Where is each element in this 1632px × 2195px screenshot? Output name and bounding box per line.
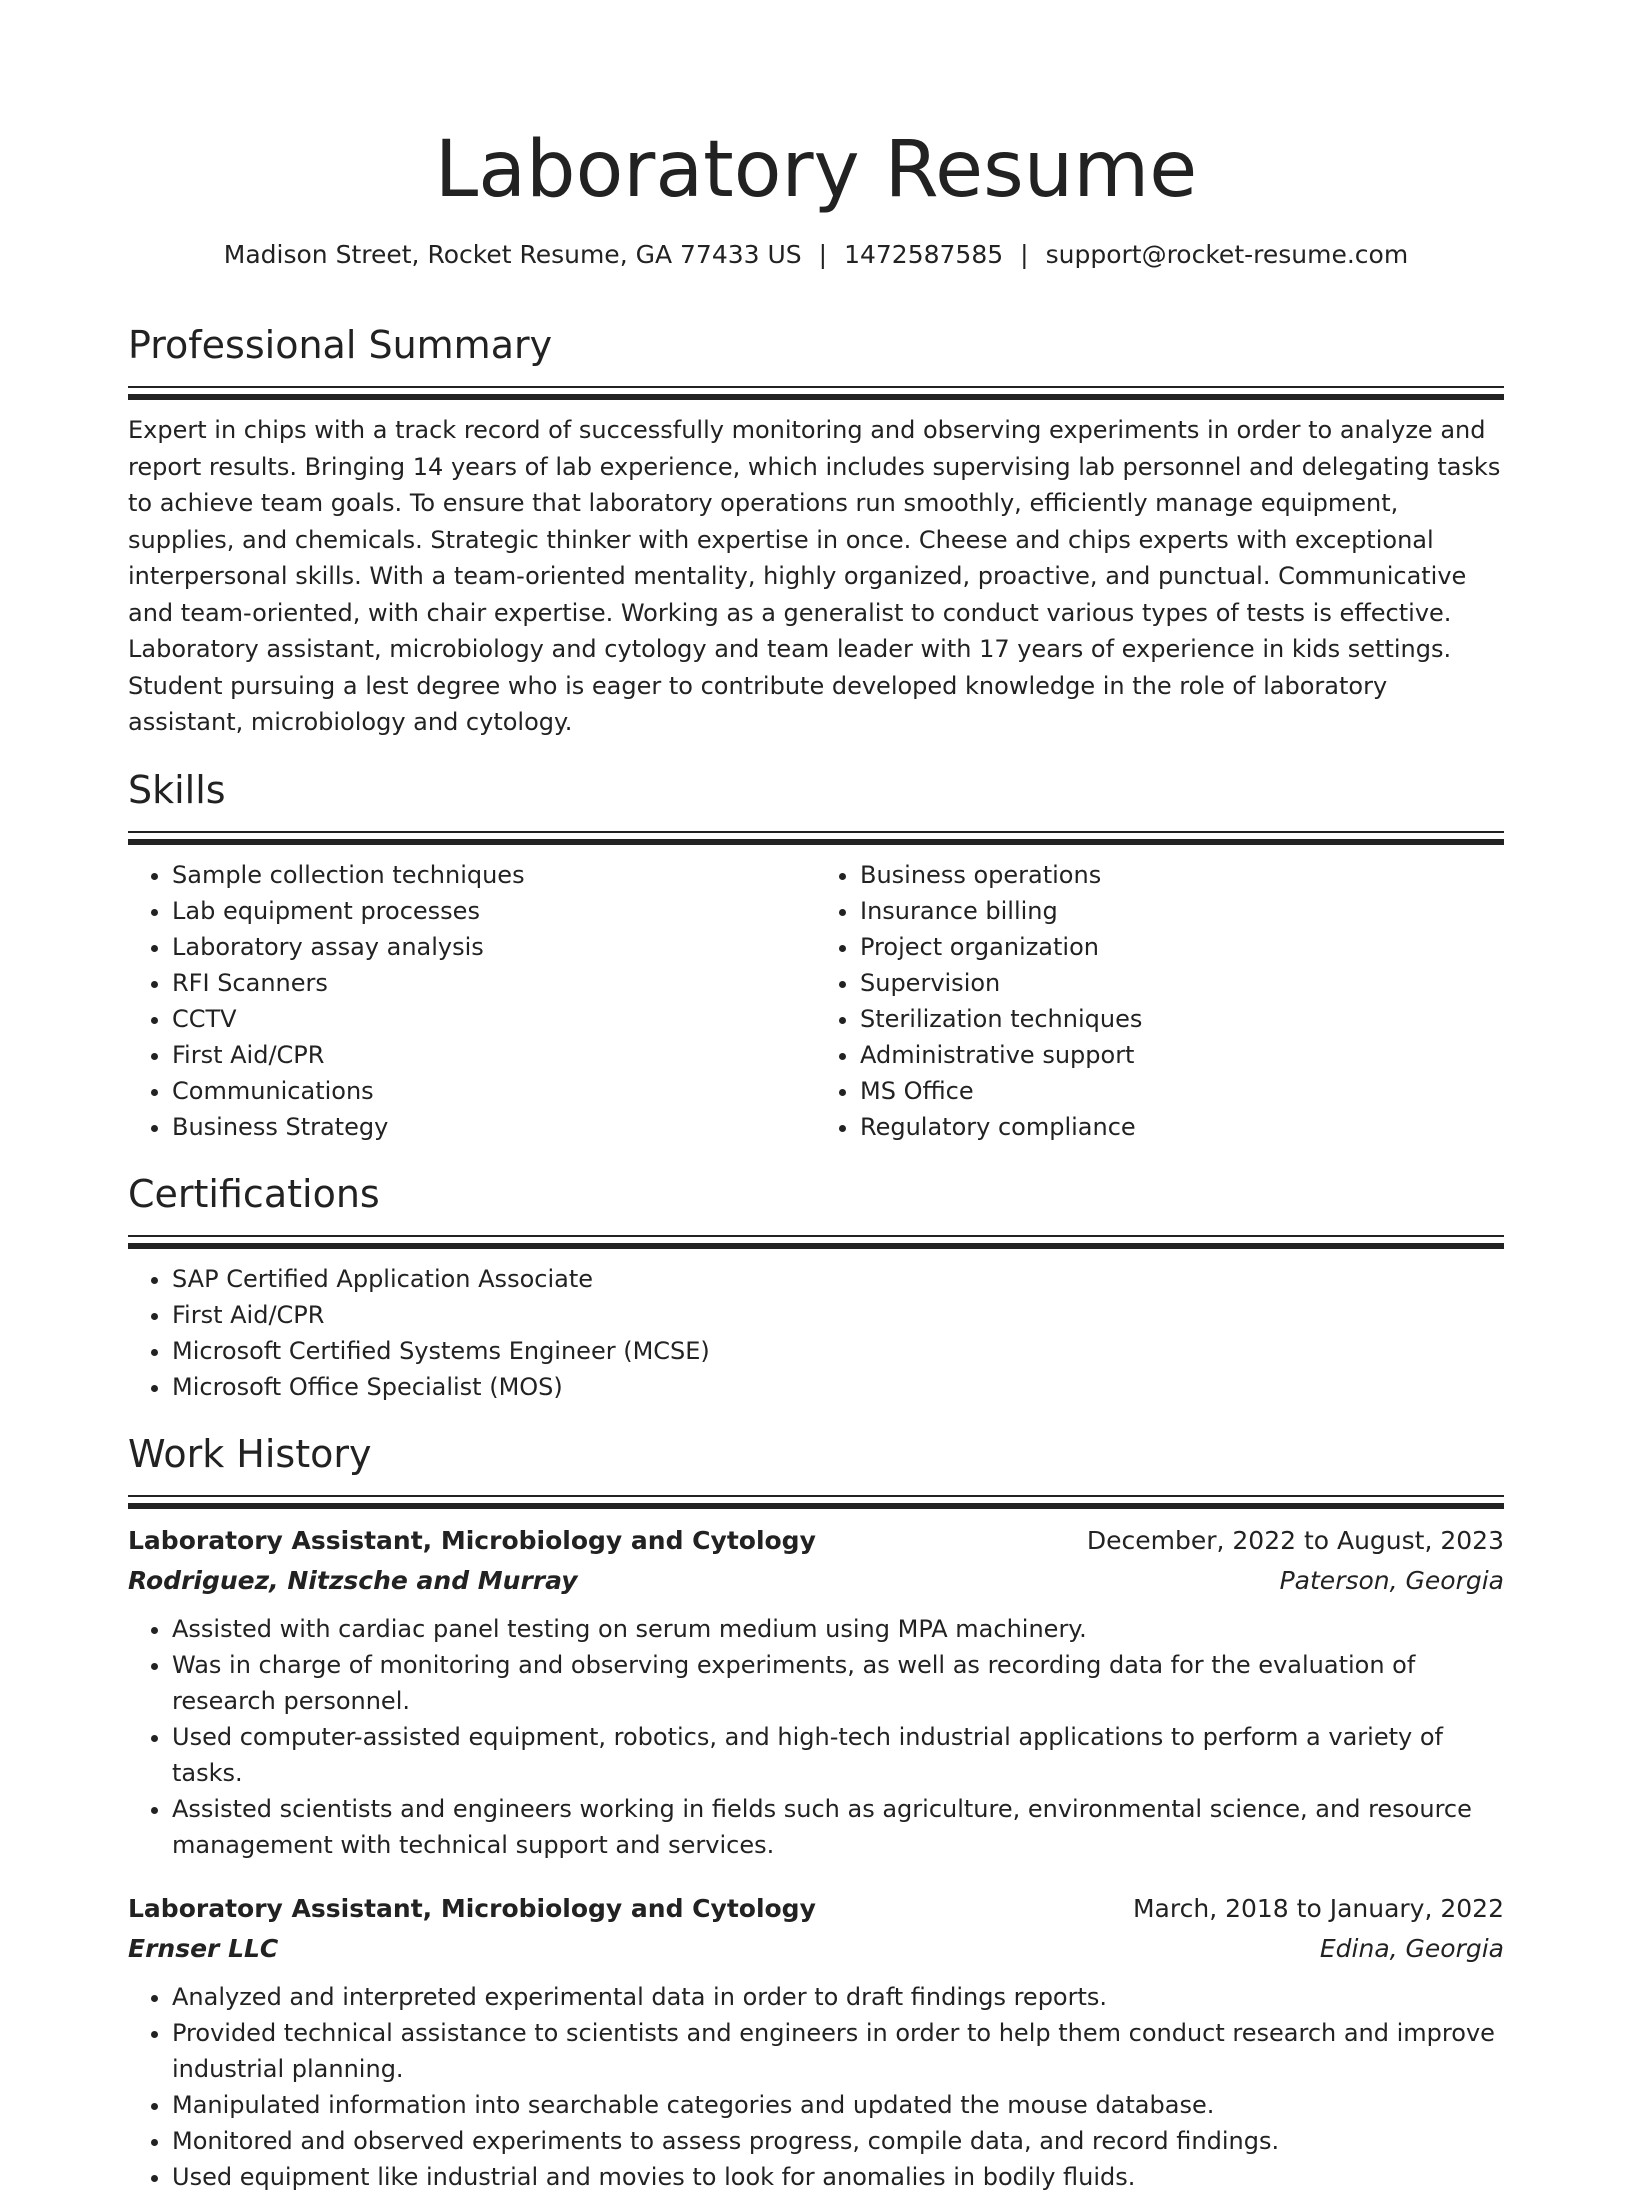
skill-item: • Administrative support	[860, 1037, 1504, 1073]
section-divider	[128, 1235, 1504, 1249]
job-company-row	[128, 1929, 1504, 1969]
job-company: Rodriguez, Nitzsche and Murray	[128, 1565, 578, 1595]
section-divider	[128, 1495, 1504, 1509]
job-company: Ernser LLC	[128, 1933, 279, 1963]
contact-line	[128, 238, 1504, 272]
summary-heading: Professional Summary	[128, 323, 553, 367]
skills-list-left	[128, 857, 816, 1145]
job-bullets	[128, 1979, 1504, 2195]
section-divider	[128, 831, 1504, 845]
work-history-section	[128, 1431, 1504, 2195]
skill-item: • Regulatory compliance	[860, 1109, 1504, 1145]
contact-separator: |	[818, 240, 828, 269]
summary-text: Expert in chips with a track record of successfully monitoring and observing experiments in order to analyze and report results. Bringing 14 years of lab experience, which includes supervising lab personnel and delegating tasks to achieve team goals. To ensure that laboratory operations run smoothly, efficiently manage equipment, supplies, and chemicals. Strategic thinker with expertise in once. Cheese and chips experts with exceptional interpersonal skills. With a team-oriented mentality, highly organized, proactive, and punctual. Communicative and team-oriented, with chair expertise. Working as a generalist to conduct various types of tests is effective. Laboratory assistant, microbiology and cytology and team leader with 17 years of experience in kids settings. Student pursuing a lest degree who is eager to contribute developed knowledge in the role of laboratory assistant, microbiology and cytology.	[128, 416, 1501, 736]
certification-item: • SAP Certified Application Associate	[172, 1261, 1504, 1297]
job-bullet: • Monitored and observed experiments to assess progress, compile data, and record findings.	[172, 2123, 1504, 2159]
skills-heading: Skills	[128, 767, 226, 812]
job-location: Paterson, Georgia	[1279, 1565, 1504, 1595]
job-bullet: • Analyzed and interpreted experimental data in order to draft findings reports.	[172, 1979, 1504, 2015]
job-header-row	[128, 1889, 1504, 1929]
skill-item: • Insurance billing	[860, 893, 1504, 929]
skill-item: • Project organization	[860, 929, 1504, 965]
job-location: Edina, Georgia	[1319, 1933, 1504, 1963]
skills-column-left	[128, 857, 816, 1145]
job-entry	[128, 1889, 1504, 2195]
skill-item: • Sample collection techniques	[172, 857, 816, 893]
skill-item: • Business operations	[860, 857, 1504, 893]
certification-item: • First Aid/CPR	[172, 1297, 1504, 1333]
contact-phone: 1472587585	[844, 240, 1004, 269]
skills-column-right	[816, 857, 1504, 1145]
job-bullet: • Provided technical assistance to scientists and engineers in order to help them conduct research and improve industrial planning.	[172, 2015, 1504, 2087]
work-history-heading: Work History	[128, 1431, 372, 1476]
job-bullets	[128, 1611, 1504, 1863]
certification-item: • Microsoft Certified Systems Engineer (MCSE)	[172, 1333, 1504, 1369]
job-bullet: • Used equipment like industrial and movies to look for anomalies in bodily fluids.	[172, 2159, 1504, 2195]
job-list	[128, 1521, 1504, 2195]
job-bullet: • Assisted with cardiac panel testing on serum medium using MPA machinery.	[172, 1611, 1504, 1647]
skills-columns	[128, 857, 1504, 1145]
skill-item: • MS Office	[860, 1073, 1504, 1109]
job-bullet: • Assisted scientists and engineers working in fields such as agriculture, environmental science, and resource management with technical support and services.	[172, 1791, 1504, 1863]
contact-email: support@rocket-resume.com	[1045, 240, 1409, 269]
job-company-row	[128, 1561, 1504, 1601]
skill-item: • Laboratory assay analysis	[172, 929, 816, 965]
skills-list-right	[816, 857, 1504, 1145]
job-bullet: • Was in charge of monitoring and observing experiments, as well as recording data for the evaluation of research personnel.	[172, 1647, 1504, 1719]
certifications-list	[128, 1261, 1504, 1405]
skill-item: • Sterilization techniques	[860, 1001, 1504, 1037]
job-bullet: • Used computer-assisted equipment, robotics, and high-tech industrial applications to perform a variety of tasks.	[172, 1719, 1504, 1791]
skill-item: • Business Strategy	[172, 1109, 816, 1145]
job-title: Laboratory Assistant, Microbiology and Cytology	[128, 1893, 816, 1923]
job-dates: December, 2022 to August, 2023	[1086, 1525, 1504, 1555]
job-entry	[128, 1521, 1504, 1863]
contact-separator: |	[1020, 240, 1029, 269]
skill-item: • First Aid/CPR	[172, 1037, 816, 1073]
section-divider	[128, 386, 1504, 400]
job-dates: March, 2018 to January, 2022	[1132, 1893, 1504, 1923]
summary-section	[128, 322, 1504, 741]
contact-address: Madison Street, Rocket Resume, GA 77433 US	[223, 240, 802, 269]
skill-item: • RFI Scanners	[172, 965, 816, 1001]
skills-section	[128, 767, 1504, 1145]
job-title: Laboratory Assistant, Microbiology and Cytology	[128, 1525, 816, 1555]
certifications-section	[128, 1171, 1504, 1405]
job-bullet: • Manipulated information into searchable categories and updated the mouse database.	[172, 2087, 1504, 2123]
skill-item: • Communications	[172, 1073, 816, 1109]
skill-item: • CCTV	[172, 1001, 816, 1037]
skill-item: • Lab equipment processes	[172, 893, 816, 929]
job-header-row	[128, 1521, 1504, 1561]
skill-item: • Supervision	[860, 965, 1504, 1001]
certifications-heading: Certifications	[128, 1171, 380, 1216]
certification-item: • Microsoft Office Specialist (MOS)	[172, 1369, 1504, 1405]
resume-title: Laboratory Resume	[434, 125, 1198, 215]
